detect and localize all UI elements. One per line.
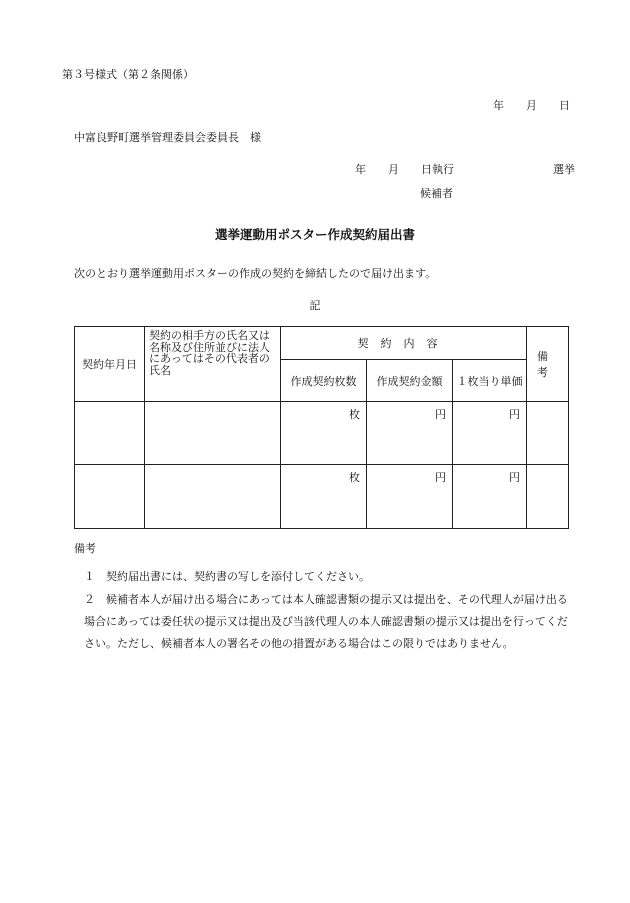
header-contract-details: 契約内容 xyxy=(281,327,527,360)
header-counterparty: 契約の相手方の氏名又は名称及び住所並びに法人にあってはその代表者の氏名 xyxy=(145,327,281,402)
header-sheet-count: 作成契約枚数 xyxy=(281,360,367,402)
header-contract-date: 契約年月日 xyxy=(75,327,145,402)
cell-date[interactable] xyxy=(75,465,145,529)
submission-date xyxy=(493,97,570,113)
header-unit-price: １枚当り単価 xyxy=(453,360,527,402)
month-label: 月 xyxy=(526,99,537,112)
header-remarks: 備考 xyxy=(527,327,569,402)
cell-remarks[interactable] xyxy=(527,402,569,465)
year-label: 年 xyxy=(493,99,504,112)
remarks-heading: 備考 xyxy=(74,542,96,555)
document-title: 選挙運動用ポスター作成契約届出書 xyxy=(214,227,415,242)
addressee: 中富良野町選挙管理委員会委員長 様 xyxy=(74,131,261,144)
table-row xyxy=(75,465,569,529)
day-label: 日 xyxy=(559,99,570,112)
header-amount: 作成契約金額 xyxy=(367,360,453,402)
candidate-label: 候補者 xyxy=(420,187,453,200)
note-2 xyxy=(84,589,572,655)
cell-date[interactable] xyxy=(75,402,145,465)
table-row xyxy=(75,402,569,465)
intro-text: 次のとおり選挙運動用ポスターの作成の契約を締結したので届け出ます。 xyxy=(74,267,437,280)
election-line: 年 月 日執行 選挙 xyxy=(355,163,575,176)
form-number: 第３号様式（第２条関係） xyxy=(62,68,194,81)
cell-sheet-count[interactable]: 枚 xyxy=(281,465,367,529)
cell-amount[interactable]: 円 xyxy=(367,465,453,529)
cell-unit-price[interactable]: 円 xyxy=(453,402,527,465)
ki-label: 記 xyxy=(309,299,321,312)
note-text: 候補者本人が届け出る場合にあっては本人確認書類の提示又は提出を、その代理人が届け出る場合にあっては委任状の提示又は提出及び当該代理人の本人確認書類の提示又は提出を行ってください。ただし、候補者本人の署名その他の措置がある場合はこの限りではありません。 xyxy=(84,593,568,650)
cell-remarks[interactable] xyxy=(527,465,569,529)
cell-counterparty[interactable] xyxy=(145,465,281,529)
cell-amount[interactable]: 円 xyxy=(367,402,453,465)
cell-sheet-count[interactable]: 枚 xyxy=(281,402,367,465)
note-1 xyxy=(84,568,370,584)
cell-counterparty[interactable] xyxy=(145,402,281,465)
note-number: ２ xyxy=(84,593,95,606)
cell-unit-price[interactable]: 円 xyxy=(453,465,527,529)
note-number: １ xyxy=(84,570,95,583)
note-text: 契約届出書には、契約書の写しを添付してください。 xyxy=(106,570,370,583)
contract-table xyxy=(74,326,569,529)
